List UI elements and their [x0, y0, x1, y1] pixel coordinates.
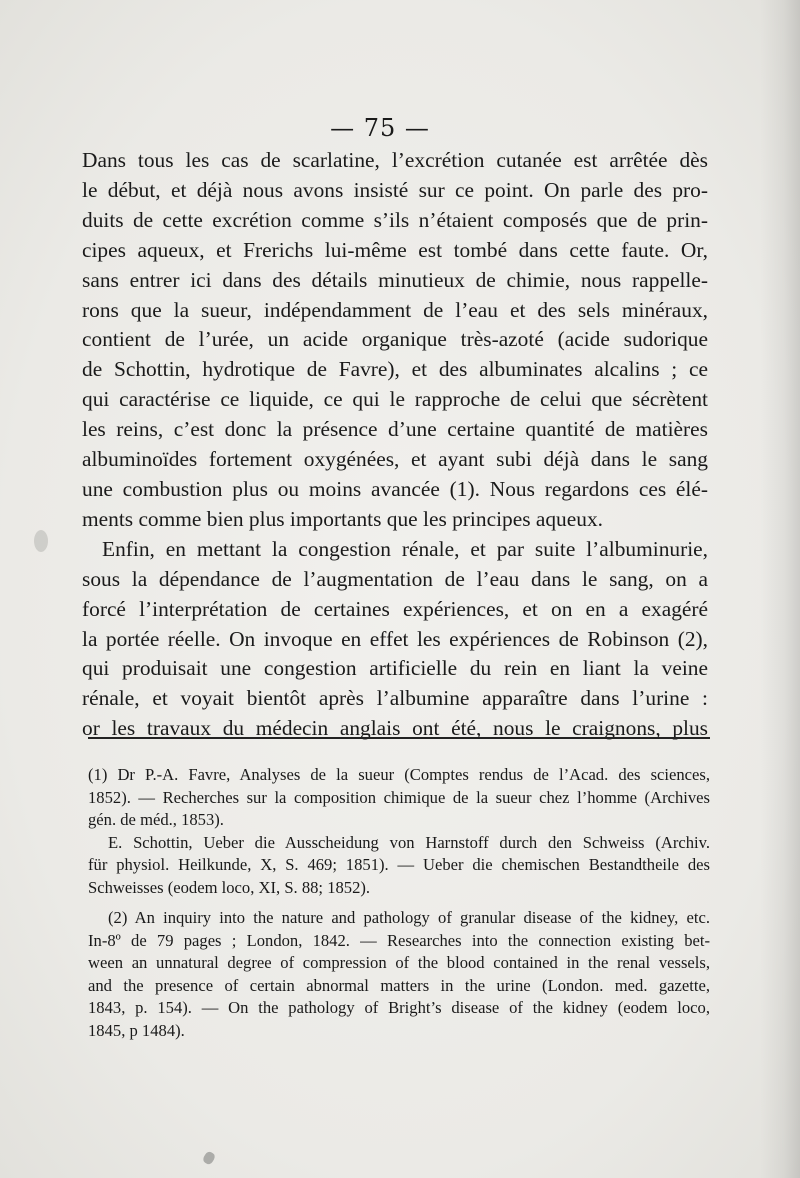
main-text — [82, 146, 708, 744]
footnote-2 — [88, 907, 710, 1042]
paragraph-2 — [82, 535, 708, 744]
page-number: — 75 — — [330, 114, 430, 142]
footnote-line: and the presence of certain abnormal matters in the urine (London. med. gazette, — [88, 975, 710, 995]
text-line: cipes aqueux, et Frerichs lui-même est tombé dans cette faute. Or, — [82, 237, 708, 262]
ink-spot — [202, 1150, 217, 1165]
text-line: albuminoïdes fortement oxygénées, et ayant subi déjà dans le sang — [82, 447, 708, 472]
text-line: le début, et déjà nous avons insisté sur ce point. On parle des pro- — [82, 177, 708, 202]
footnote-line: 1852). — Recherches sur la composition chimique de la sueur chez l’homme (Archives — [88, 787, 710, 807]
text-line: rénale, et voyait bientôt après l’albumine apparaître dans l’urine : — [82, 686, 708, 711]
page-edge-shadow — [760, 0, 800, 1178]
footnote-line: Schweisses (eodem loco, XI, S. 88; 1852). — [88, 877, 371, 897]
text-line: sans entrer ici dans des détails minutieux de chimie, nous rappelle- — [82, 267, 708, 292]
footnotes — [88, 764, 710, 1042]
footnote-line: (2) An inquiry into the nature and pathology of granular disease of the kidney, etc. — [108, 908, 710, 927]
text-line: or les travaux du médecin anglais ont été, nous le craignons, plus — [82, 716, 708, 741]
text-line: la portée réelle. On invoque en effet les expériences de Robinson (2), — [82, 626, 708, 651]
text-line: ments comme bien plus importants que les principes aqueux. — [82, 506, 603, 531]
footnote-line: 1843, p. 154). — On the pathology of Bright’s disease of the kidney (eodem loco, — [88, 998, 710, 1017]
footnote-line: für physiol. Heilkunde, X, S. 469; 1851). — Ueber die chemischen Bestandtheile des — [88, 855, 710, 874]
text-line: les reins, c’est donc la présence d’une certaine quantité de matières — [82, 417, 708, 442]
footnote-line: ween an unnatural degree of compression of the blood contained in the renal vessels, — [88, 953, 710, 972]
footnote-line: In-8º de 79 pages ; London, 1842. — Researches into the connection existing bet- — [88, 930, 710, 950]
footnote-divider — [88, 737, 710, 739]
text-line: Dans tous les cas de scarlatine, l’excrétion cutanée est arrêtée dès — [82, 148, 708, 172]
paragraph-1 — [82, 146, 708, 535]
footnote-gap — [88, 899, 710, 907]
footnote-line: 1845, p 1484). — [88, 1020, 185, 1040]
text-line: duits de cette excrétion comme s’ils n’étaient composés que de prin- — [82, 207, 708, 232]
text-line: sous la dépendance de l’augmentation de l’eau dans le sang, on a — [82, 566, 708, 591]
footnote-1 — [88, 764, 710, 899]
text-line: rons que la sueur, indépendamment de l’eau et des sels minéraux, — [82, 297, 708, 322]
text-line: de Schottin, hydrotique de Favre), et des albuminates alcalins ; ce — [82, 357, 708, 382]
footnote-line: (1) Dr P.-A. Favre, Analyses de la sueur (Comptes rendus de l’Acad. des sciences, — [88, 765, 710, 784]
footnote-line: gén. de méd., 1853). — [88, 810, 224, 829]
text-line: qui caractérise ce liquide, ce qui le rapproche de celui que sécrètent — [82, 387, 708, 412]
text-line: contient de l’urée, un acide organique très-azoté (acide sudorique — [82, 327, 708, 352]
text-line: une combustion plus ou moins avancée (1). Nous regardons ces élé- — [82, 476, 708, 501]
text-line: forcé l’interprétation de certaines expériences, et on en a exagéré — [82, 596, 708, 621]
text-line: qui produisait une congestion artificielle du rein en liant la veine — [82, 656, 708, 681]
paper-stain — [34, 530, 48, 552]
text-line: Enfin, en mettant la congestion rénale, et par suite l’albuminurie, — [102, 536, 708, 561]
footnote-line: E. Schottin, Ueber die Ausscheidung von Harnstoff durch den Schweiss (Archiv. — [108, 832, 710, 852]
